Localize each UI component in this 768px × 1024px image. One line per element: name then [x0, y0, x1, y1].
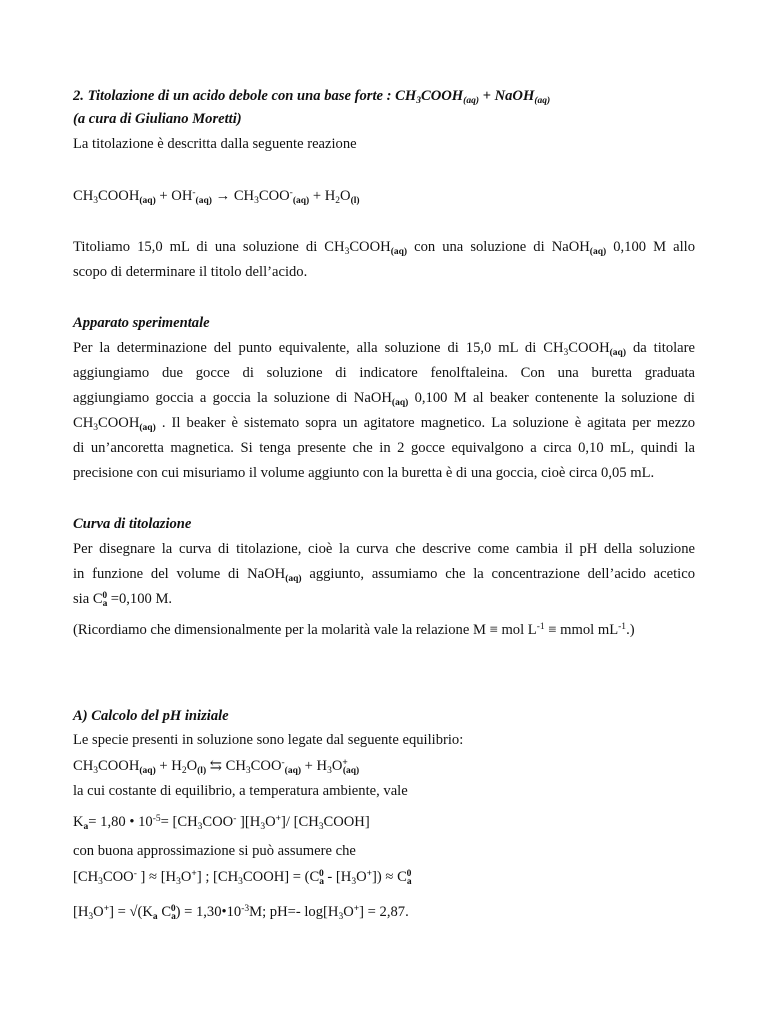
heading-curva: Curva di titolazione [73, 516, 192, 532]
calcolo-line3: con buona approssimazione si può assumere che [73, 843, 356, 859]
ka-expression: $K_a= 1,80$ • $10^{-5}= [CH_3COO^-$ ]$[H_3O^+]/$ $[CH_3COOH]$ [73, 814, 370, 832]
ph-result-equation: $[H_3O^+] = √(K_a$ $C_a^0$) = $1,30•10^{-3}M$; pH=- $\log[H_3O^+] = 2,87$. [73, 904, 409, 922]
apparato-line3: aggiungiamo goccia a goccia la soluzione di NaOH$_{(aq)}$ 0,100 M al beaker contenente la soluzione di [73, 390, 695, 408]
equilibrium-equation: $CH_3COOH_{(aq)} + H_2O_{(l)}$ ⇆ $CH_3COO^-_{(aq)} + H_3O^+_{(aq)}$ [73, 758, 360, 776]
heading-apparato: Apparato sperimentale [73, 315, 210, 331]
calcolo-line1: Le specie presenti in soluzione sono legate dal seguente equilibrio: [73, 732, 464, 748]
curva-line4: (Ricordiamo che dimensionalmente per la molarità vale la relazione M ≡ mol $L^{-1}$ ≡ mmol $mL^{-1}$.) [73, 622, 635, 638]
author-line: (a cura di Giuliano Moretti) [73, 111, 242, 127]
curva-line3: sia $C_a^0 =0,100$ M. [73, 591, 173, 609]
section-title: 2. Titolazione di un acido debole con una base forte : $CH_3COOH_{(aq)}$ + NaOH$_{(aq)}$ [73, 88, 551, 106]
apparato-line4: $CH_3COOH_{(aq)}$ . Il beaker è sistemato sopra un agitatore magnetico. La soluzione è agitata per mezzo [73, 415, 695, 433]
apparato-line6: precisione con cui misuriamo il volume aggiunto con la buretta è di una goccia, cioè circa 0,05 mL. [73, 465, 655, 481]
apparato-line1: Per la determinazione del punto equivalente, alla soluzione di 15,0 mL di $CH_3COOH_{(aq)}$ da titolare [73, 340, 695, 358]
heading-calcolo: A) Calcolo del pH iniziale [73, 708, 229, 724]
calcolo-line2: la cui costante di equilibrio, a temperatura ambiente, vale [73, 783, 408, 799]
approximation-equation: [$CH_3COO^-$ ] ≈ $[H_3O^+]$ ; $[CH_3COOH] = (C_a^0 - [H_3O^+]) \approx C_a^0$ [73, 869, 412, 887]
apparato-line5: di un’ancoretta magnetica. Si tenga presente che in 2 gocce equivalgono a circa 0,10 mL, quindi la [73, 440, 695, 456]
paragraph-titration-line1: Titoliamo 15,0 mL di una soluzione di $CH_3COOH_{(aq)}$ con una soluzione di NaOH$_{(aq)}$ 0,100 M allo [73, 239, 695, 257]
intro-text: La titolazione è descritta dalla seguente reazione [73, 136, 357, 152]
curva-line1: Per disegnare la curva di titolazione, cioè la curva che descrive come cambia il pH della soluzione [73, 541, 695, 557]
reaction-equation: $CH_3COOH_{(aq)} + OH^-_{(aq)} \to CH_3COO^-_{(aq)} + H_2O_{(l)}$ [73, 188, 360, 206]
apparato-line2: aggiungiamo due gocce di soluzione di indicatore fenolftaleina. Con una buretta graduata [73, 365, 695, 381]
paragraph-titration-line2: scopo di determinare il titolo dell’acido. [73, 264, 308, 280]
curva-line2: in funzione del volume di NaOH$_{(aq)}$ aggiunto, assumiamo che la concentrazione dell’acido acetico [73, 566, 696, 584]
